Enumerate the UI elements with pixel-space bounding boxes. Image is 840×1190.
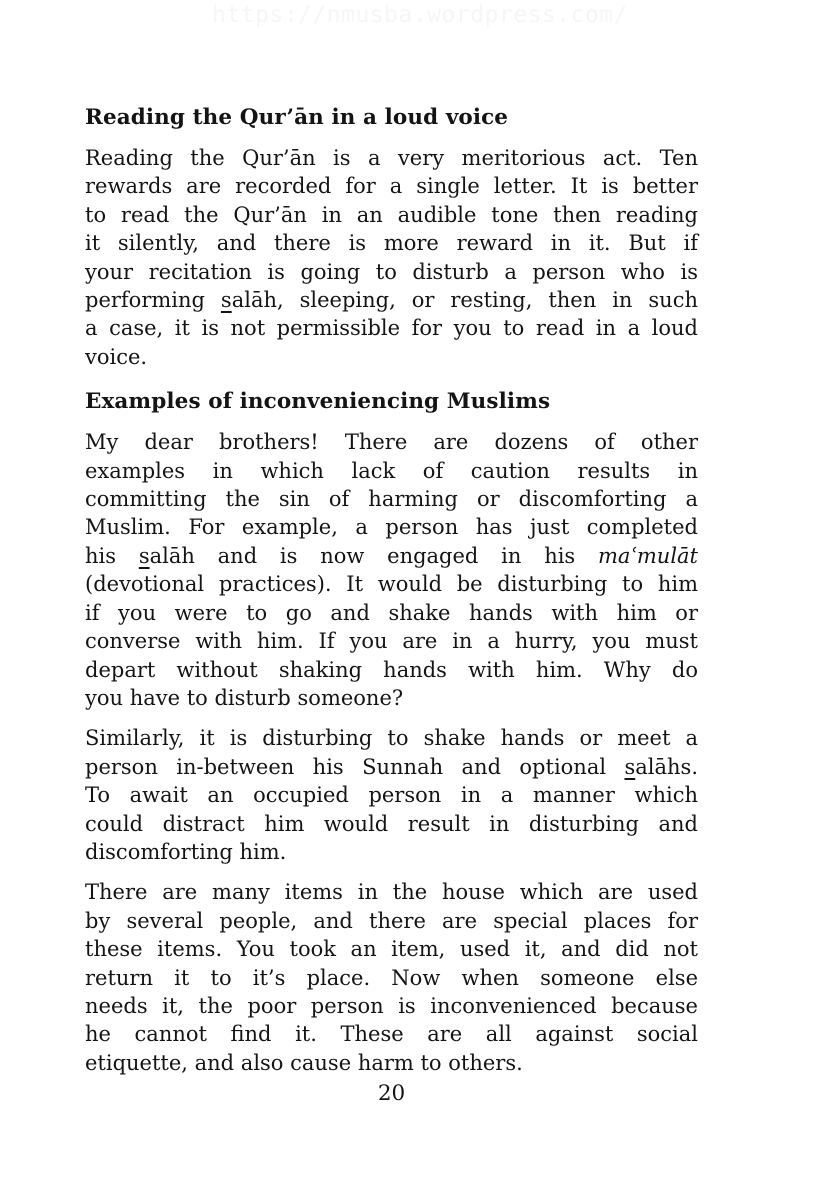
text-line: these items. You took an item, used it, and did not: [85, 937, 698, 962]
text-line: committing the sin of harming or discomforting a: [85, 487, 698, 512]
text-line: performing salāh, sleeping, or resting, then in such: [85, 288, 698, 313]
text-line: examples in which lack of caution results in: [85, 458, 698, 483]
text-line: could distract him would result in disturbing and: [85, 811, 698, 836]
paragraph: [85, 878, 698, 1077]
text-line: discomforting him.: [85, 839, 287, 864]
section-heading: Examples of inconveniencing Muslims: [85, 389, 551, 415]
text-line: converse with him. If you are in a hurry, you must: [85, 629, 698, 654]
text-line: a case, it is not permissible for you to read in a loud: [85, 316, 698, 341]
text-column: [85, 104, 698, 1089]
text-line: Similarly, it is disturbing to shake hands or meet a: [85, 726, 698, 751]
text-line: his salāh and is now engaged in his maʿmulāt: [85, 543, 698, 568]
text-line: to read the Qur’ān in an audible tone then reading: [85, 202, 698, 227]
text-line: rewards are recorded for a single letter. It is better: [85, 174, 698, 199]
text-line: you have to disturb someone?: [85, 685, 404, 710]
text-line: voice.: [85, 344, 148, 369]
text-line: (devotional practices). It would be disturbing to him: [85, 572, 698, 597]
paragraph: [85, 428, 698, 712]
text-line: There are many items in the house which are used: [85, 880, 698, 905]
text-line: My dear brothers! There are dozens of other: [85, 430, 698, 455]
paragraph: [85, 724, 698, 866]
text-line: needs it, the poor person is inconvenienced because: [85, 993, 698, 1018]
text-line: your recitation is going to disturb a person who is: [85, 259, 698, 284]
text-line: Reading the Qur’ān is a very meritorious act. Ten: [85, 146, 698, 170]
text-line: by several people, and there are special places for: [85, 908, 698, 933]
text-line: etiquette, and also cause harm to others.: [85, 1050, 523, 1075]
text-line: depart without shaking hands with him. Why do: [85, 657, 698, 682]
text-line: return it to it’s place. Now when someone else: [85, 965, 698, 990]
watermark-url: https://nmusba.wordpress.com/: [211, 2, 629, 28]
text-line: it silently, and there is more reward in it. But if: [85, 231, 698, 256]
text-line: if you were to go and shake hands with him or: [85, 600, 698, 625]
paragraph: [85, 144, 698, 371]
text-line: he cannot find it. These are all against social: [85, 1022, 698, 1047]
text-line: person in-between his Sunnah and optional salāhs.: [85, 754, 698, 779]
section-heading: Reading the Qur’ān in a loud voice: [85, 105, 509, 130]
text-line: Muslim. For example, a person has just completed: [85, 515, 698, 540]
page-number: 20: [377, 1081, 406, 1106]
text-line: To await an occupied person in a manner which: [85, 783, 698, 808]
